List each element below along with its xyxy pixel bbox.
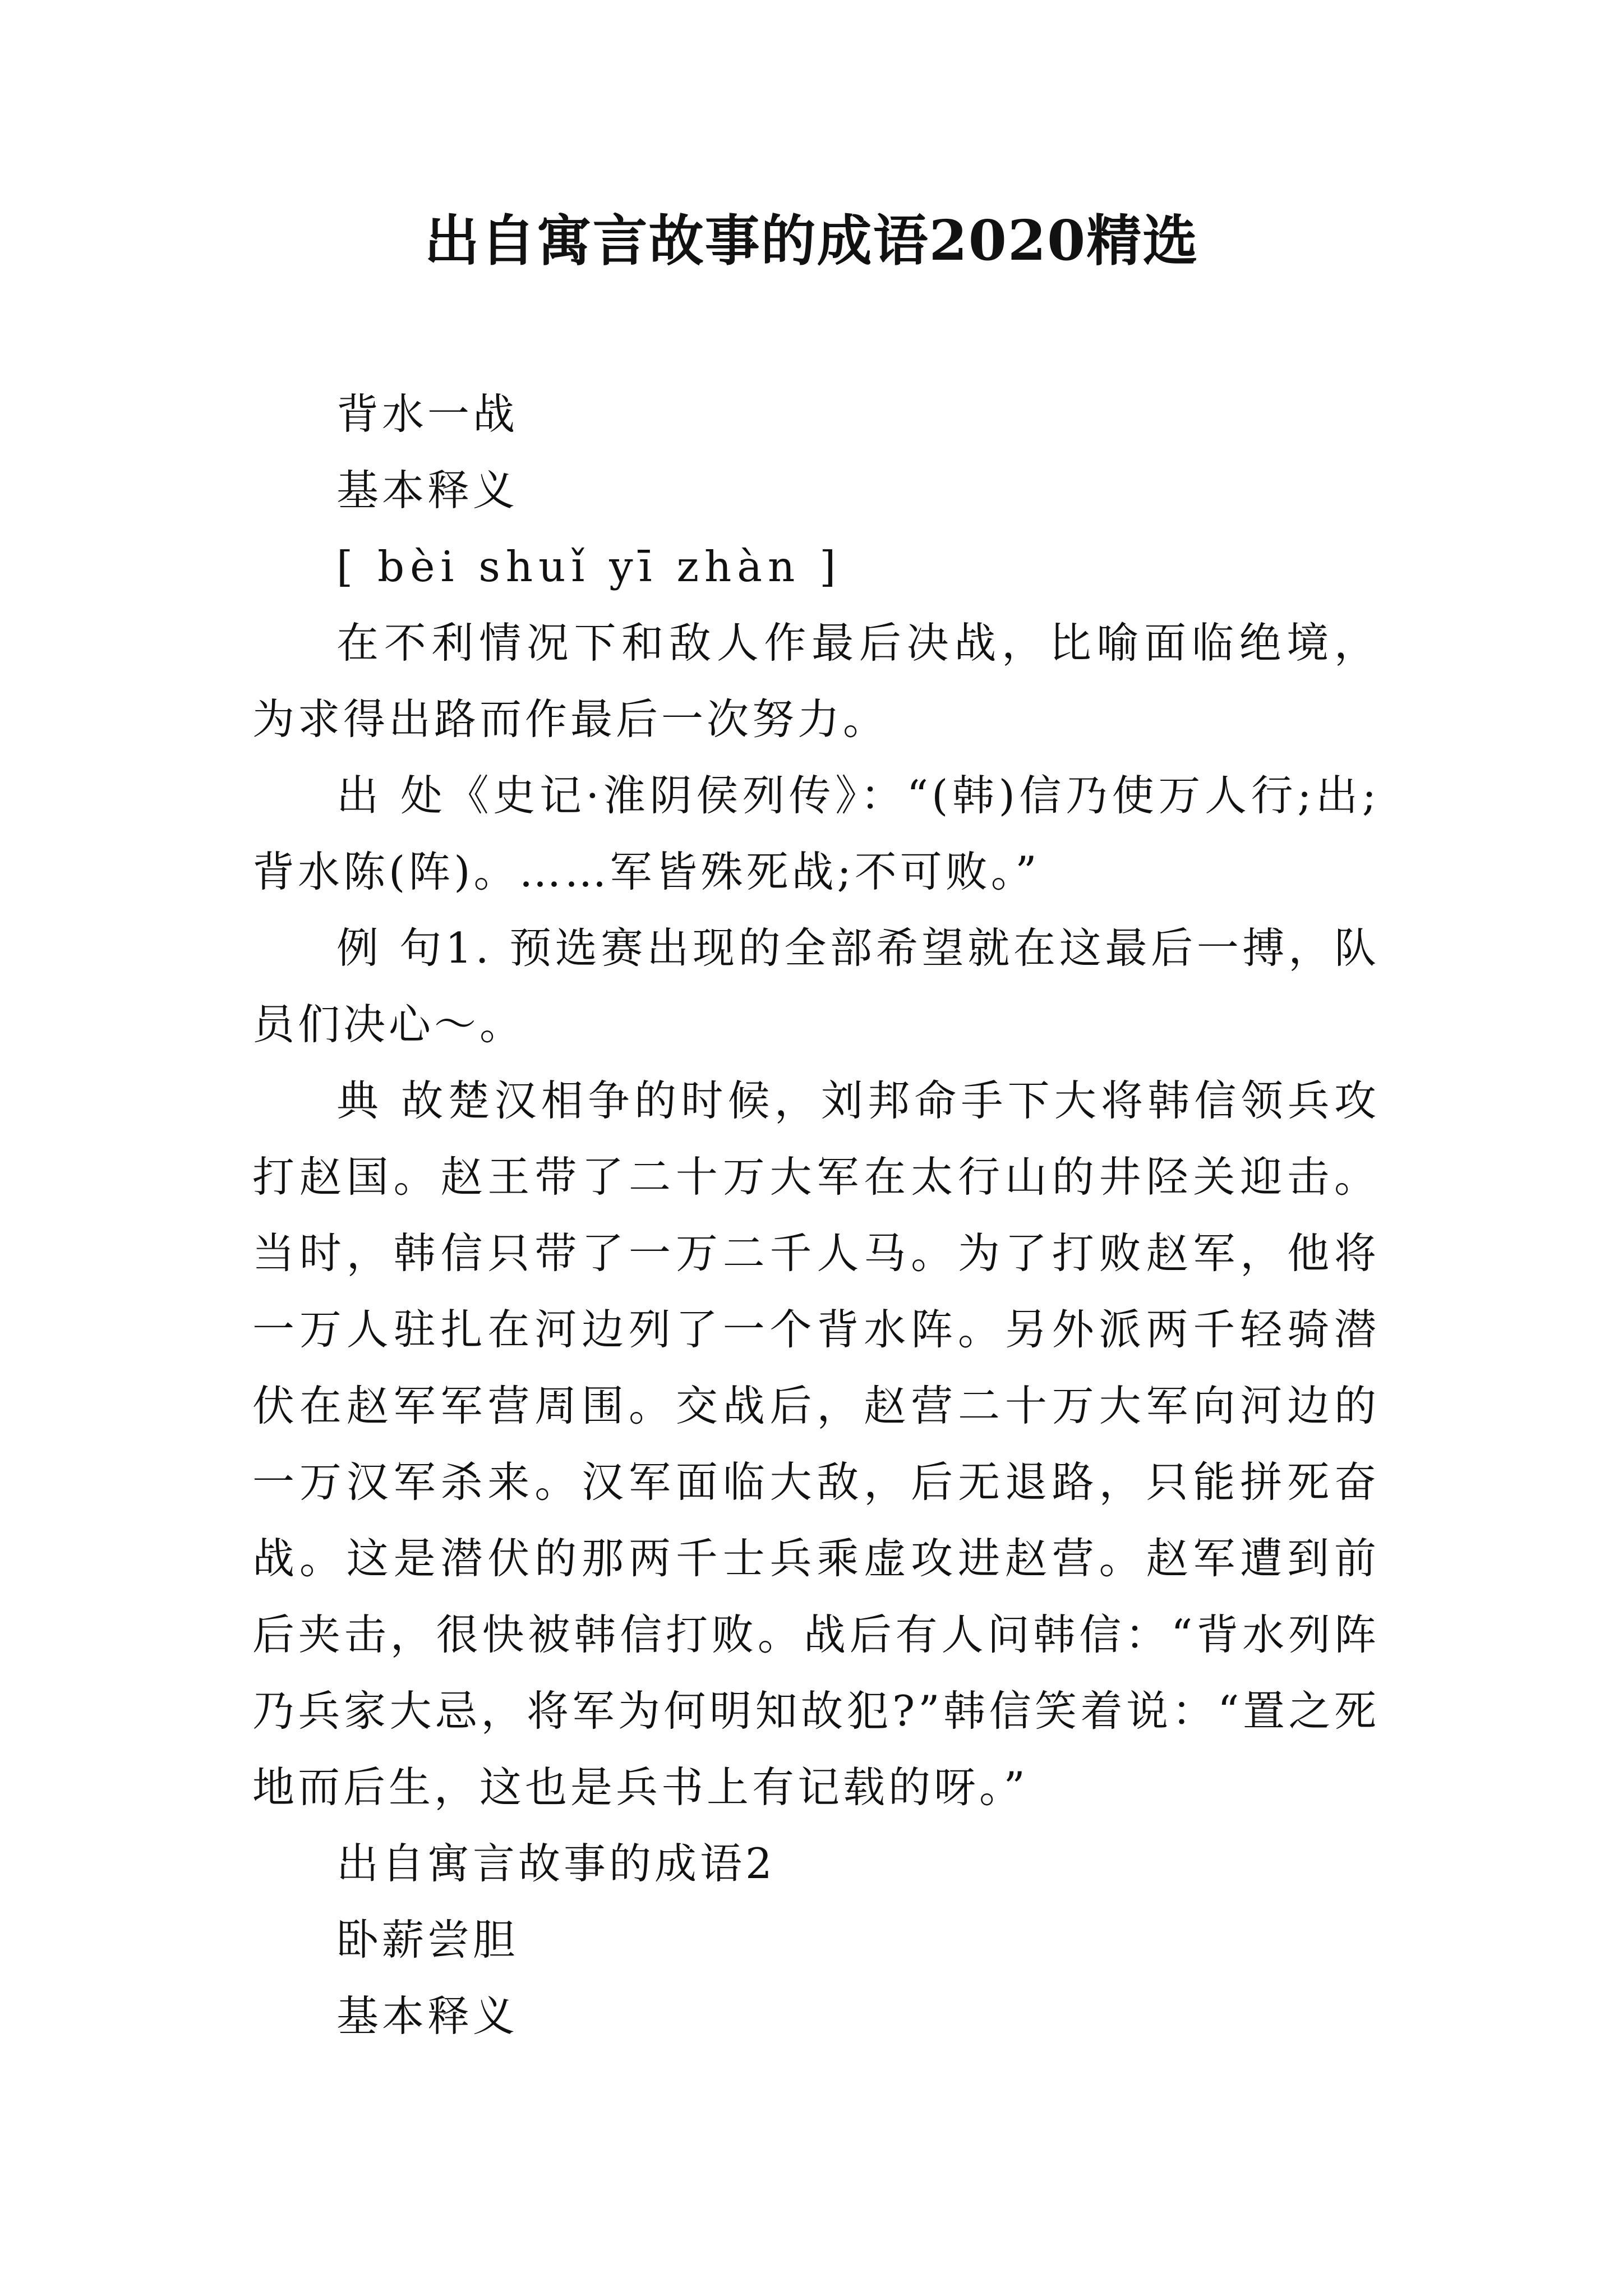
story-paragraph: 典 故楚汉相争的时候，刘邦命手下大将韩信领兵攻打赵国。赵王带了二十万大军在太行山的井陉关迎击。 当时，韩信只带了一万二千人马。为了打败赵军，他将一万人驻扎在河边列了一个背水阵。另外派两千轻骑潜伏在赵军军营周围。交战后，赵营二十万大军向河边的一万汉军杀来。汉军面临大敌，后无退路，只能拼死奋战。这是潜伏的那两千士兵乘虚攻进赵营。赵军遭到前后夹击，很快被韩信打败。战后有人问韩信：“背水列阵乃兵家大忌，将军为何明知故犯?”韩信笑着说：“置之死地而后生，这也是兵书上有记载的呀。” [252,1076,1380,1812]
section-heading-2: 出自寓言故事的成语2 [336,1839,776,1888]
document-body [252,376,1380,2054]
document-title: 出自寓言故事的成语2020精选 [424,209,1199,273]
idiom-heading: 背水一战 [336,389,519,439]
example-paragraph: 例 句1. 预选赛出现的全部希望就在这最后一搏，队员们决心～。 [252,923,1380,1049]
idiom-heading-2: 卧薪尝胆 [336,1915,519,1964]
section-label-basic-meaning: 基本释义 [336,466,519,515]
pinyin-line: [ bèi shuǐ yī zhàn ] [336,542,842,591]
source-paragraph: 出 处《史记·淮阴侯列传》：“(韩)信乃使万人行;出;背水陈(阵)。……军皆殊死战;不可败。” [252,771,1380,896]
section-label-basic-meaning-2: 基本释义 [336,1991,519,2041]
definition-paragraph: 在不利情况下和敌人作最后决战，比喻面临绝境，为求得出路而作最后一次努力。 [252,618,1380,744]
